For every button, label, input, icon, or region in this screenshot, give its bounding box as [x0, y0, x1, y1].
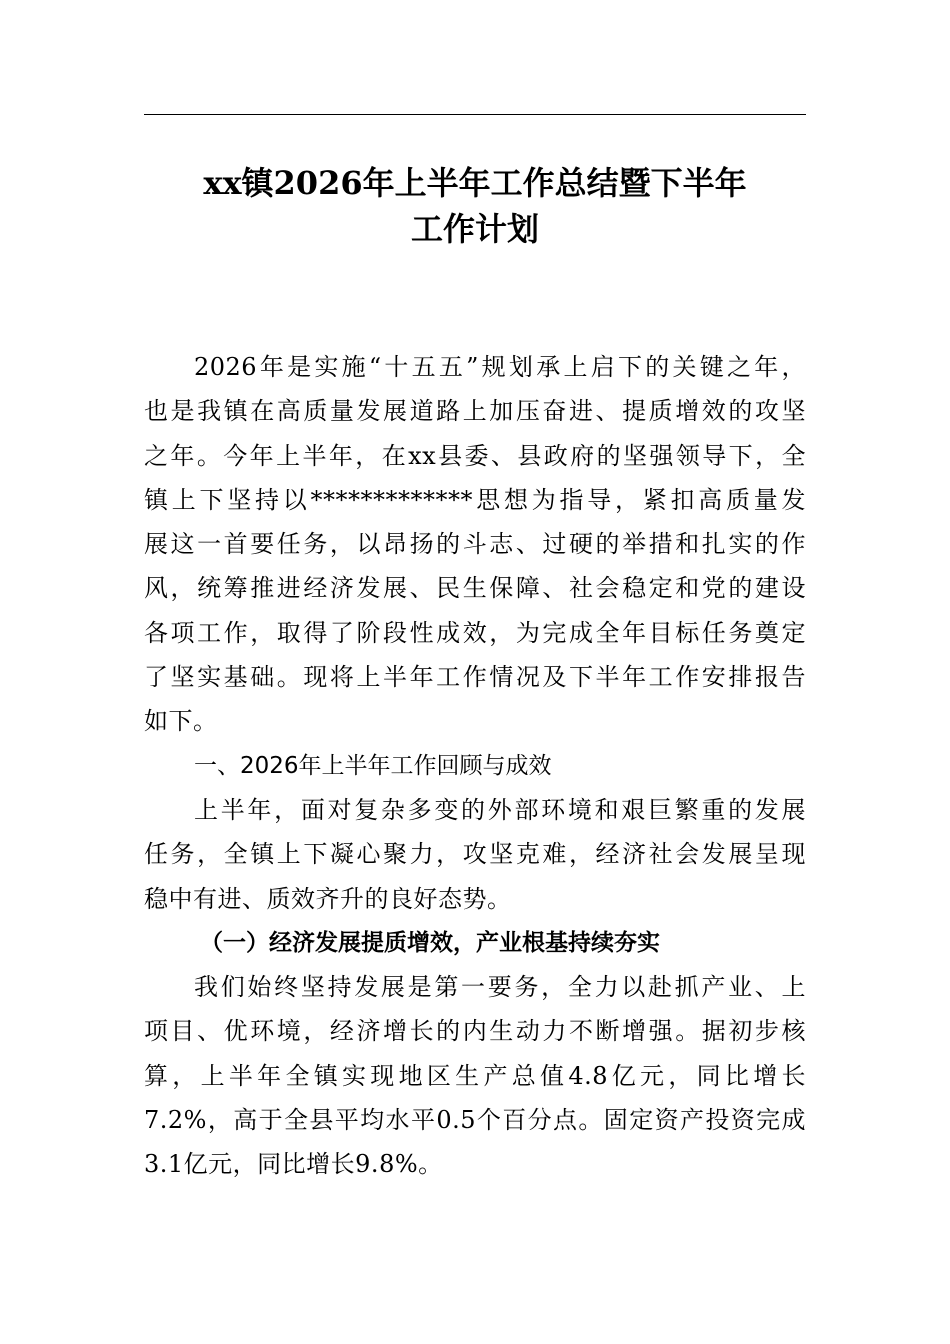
text-line: 上半年，面对复杂多变的外部环境和艰巨繁重的发展 — [194, 795, 806, 824]
text-line: 展这一首要任务，以昂扬的斗志、过硬的举措和扎实的作 — [144, 530, 806, 559]
document-body — [144, 345, 806, 1187]
text-line: 也是我镇在高质量发展道路上加压奋进、提质增效的攻坚 — [144, 397, 806, 426]
text-line: 了坚实基础。现将上半年工作情况及下半年工作安排报告 — [144, 663, 806, 692]
text-line: 镇上下坚持以*************思想为指导，紧扣高质量发 — [144, 485, 806, 514]
text-line: 我们始终坚持发展是第一要务，全力以赴抓产业、上 — [194, 973, 806, 1002]
text-line: 2026年是实施“十五五”规划承上启下的关键之年， — [194, 353, 806, 381]
intro-paragraph — [144, 345, 806, 744]
section-heading: 一、2026年上半年工作回顾与成效 — [194, 752, 552, 779]
text-line: 各项工作，取得了阶段性成效，为完成全年目标任务奠定 — [144, 618, 806, 647]
text-line: 风，统筹推进经济发展、民生保障、社会稳定和党的建设 — [144, 574, 806, 603]
section-paragraph — [144, 788, 806, 921]
title-line-1: xx镇2026年上半年工作总结暨下半年 — [203, 164, 747, 202]
text-line: 任务，全镇上下凝心聚力，攻坚克难，经济社会发展呈现 — [144, 840, 806, 869]
text-line: 3.1亿元，同比增长9.8%。 — [144, 1150, 443, 1179]
text-line: 之年。今年上半年，在xx县委、县政府的坚强领导下，全 — [144, 441, 806, 470]
text-line: 7.2%，高于全县平均水平0.5个百分点。固定资产投资完成 — [144, 1106, 806, 1135]
header-rule — [144, 114, 806, 115]
text-line: 算，上半年全镇实现地区生产总值4.8亿元，同比增长 — [144, 1061, 806, 1090]
text-line: 如下。 — [144, 707, 218, 736]
text-line: 项目、优环境，经济增长的内生动力不断增强。据初步核 — [144, 1017, 806, 1046]
text-line: 稳中有进、质效齐升的良好态势。 — [144, 884, 512, 913]
subsection-heading: （一）经济发展提质增效，产业根基持续夯实 — [200, 928, 660, 956]
subsection-paragraph — [144, 965, 806, 1186]
document-title — [144, 160, 806, 252]
title-line-2: 工作计划 — [410, 210, 539, 248]
